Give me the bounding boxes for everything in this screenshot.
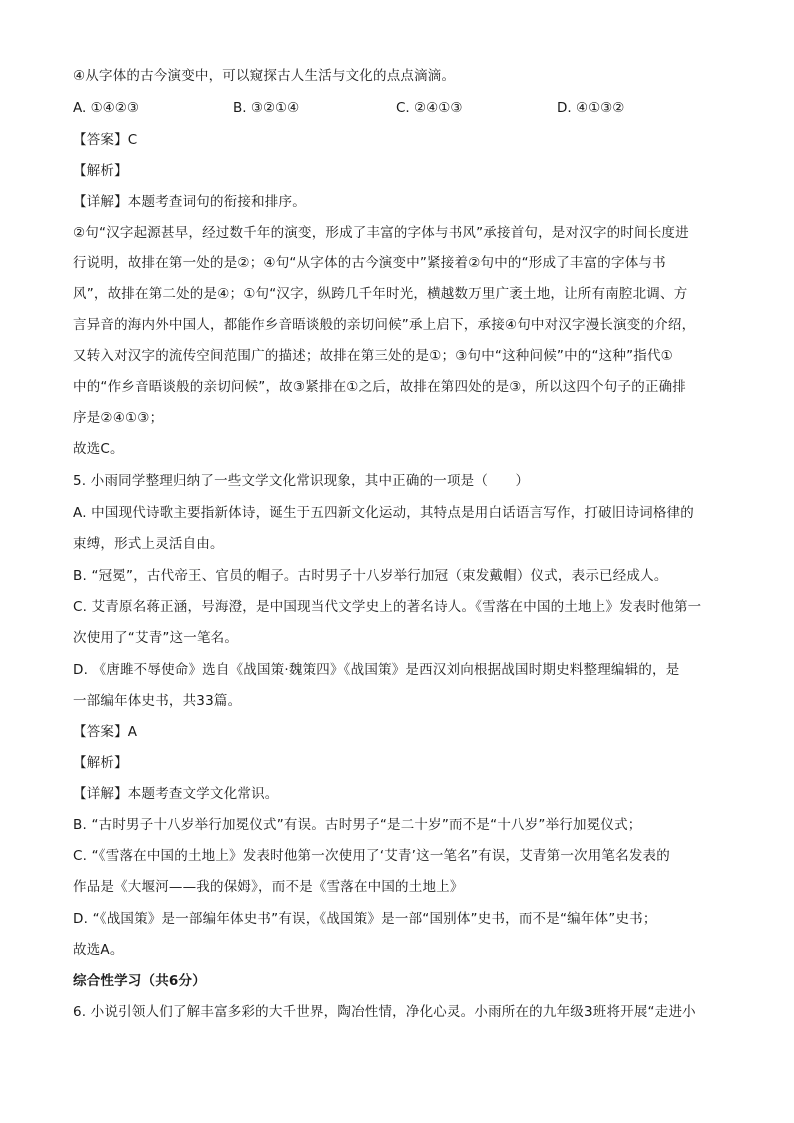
q4-analysis-label: 【解析】: [73, 163, 128, 179]
q5-option-d: D. 《唐雎不辱使命》选自《战国策·魏策四》《战国策》是西汉刘向根据战国时期史料整理编辑的，是: [73, 662, 680, 678]
q4-explanation-line: 风”，故排在第二处的是④；①句“汉字，纵跨几千年时光，横越数万里广袤土地，让所有南腔北调、方: [73, 286, 688, 302]
q5-option-c: C. 艾青原名蒋正涵，号海澄，是中国现当代文学史上的著名诗人。《雪落在中国的土地上》发表时他第一: [73, 599, 702, 615]
q5-explanation-line: B. “古时男子十八岁举行加冕仪式”有误。古时男子“是二十岁”而不是“十八岁”举行加冕仪式；: [73, 817, 642, 833]
q4-detail: 【详解】本题考查词句的衔接和排序。: [73, 194, 306, 210]
q5-detail: 【详解】本题考查文学文化常识。: [73, 786, 279, 802]
q4-answer: 【答案】C: [73, 132, 138, 148]
q5-option-a-cont: 束缚，形式上灵活自由。: [73, 536, 224, 552]
q5-explanation-line: D. “《战国策》是一部编年体史书”有误，《战国策》是一部“国别体”史书，而不是“编年体”史书；: [73, 911, 657, 927]
q4-explanation-line: ②句“汉字起源甚早，经过数千年的演变，形成了丰富的字体与书风”承接首句，是对汉字的时间长度进: [73, 225, 689, 241]
q4-explanation-line: 又转入对汉字的流传空间范围广的描述；故排在第三处的是①；③句中“这种问候”中的“这种”指代①: [73, 348, 673, 364]
q4-option-b: B. ③②①④: [233, 100, 300, 116]
q4-option-d: D. ④①③②: [557, 100, 625, 116]
q6-stem: 6. 小说引领人们了解丰富多彩的大千世界，陶冶性情，净化心灵。小雨所在的九年级3班将开展“走进小: [73, 1004, 696, 1020]
q5-conclusion: 故选A。: [73, 942, 124, 958]
q5-option-c-cont: 次使用了“艾青”这一笔名。: [73, 630, 239, 646]
section-heading: 综合性学习（共6分）: [73, 973, 206, 989]
q5-option-d-cont: 一部编年体史书，共33篇。: [73, 693, 242, 709]
q4-conclusion: 故选C。: [73, 441, 124, 457]
q5-explanation-line: C. “《雪落在中国的土地上》发表时他第一次使用了‘艾青’这一笔名”有误，艾青第一次用笔名发表的: [73, 848, 670, 864]
q4-explanation-line: 序是②④①③；: [73, 410, 164, 426]
q4-option-a: A. ①④②③: [73, 100, 139, 116]
q5-answer: 【答案】A: [73, 724, 138, 740]
q5-stem: 5. 小雨同学整理归纳了一些文学文化常识现象，其中正确的一项是（ ）: [73, 473, 530, 489]
q4-option-c: C. ②④①③: [396, 100, 463, 116]
q4-explanation-line: 行说明，故排在第一处的是②；④句“从字体的古今演变中”紧接着②句中的“形成了丰富的字体与书: [73, 255, 666, 271]
q5-analysis-label: 【解析】: [73, 755, 128, 771]
sentence-4: ④从字体的古今演变中，可以窥探古人生活与文化的点点滴滴。: [73, 68, 456, 84]
q4-explanation-line: 言异音的海内外中国人，都能作乡音晤谈般的亲切问候”承上启下，承接④句中对汉字漫长演变的介绍，: [73, 317, 696, 333]
q5-explanation-line: 作品是《大堰河——我的保姆》，而不是《雪落在中国的土地上》: [73, 879, 464, 895]
q5-option-a: A. 中国现代诗歌主要指新体诗，诞生于五四新文化运动，其特点是用白话语言写作，打破旧诗词格律的: [73, 505, 694, 521]
q5-option-b: B. “冠冕”，古代帝王、官员的帽子。古时男子十八岁举行加冠（束发戴帽）仪式，表示已经成人。: [73, 568, 668, 584]
q4-explanation-line: 中的“作乡音晤谈般的亲切问候”，故③紧排在①之后，故排在第四处的是③，所以这四个句子的正确排: [73, 379, 686, 395]
